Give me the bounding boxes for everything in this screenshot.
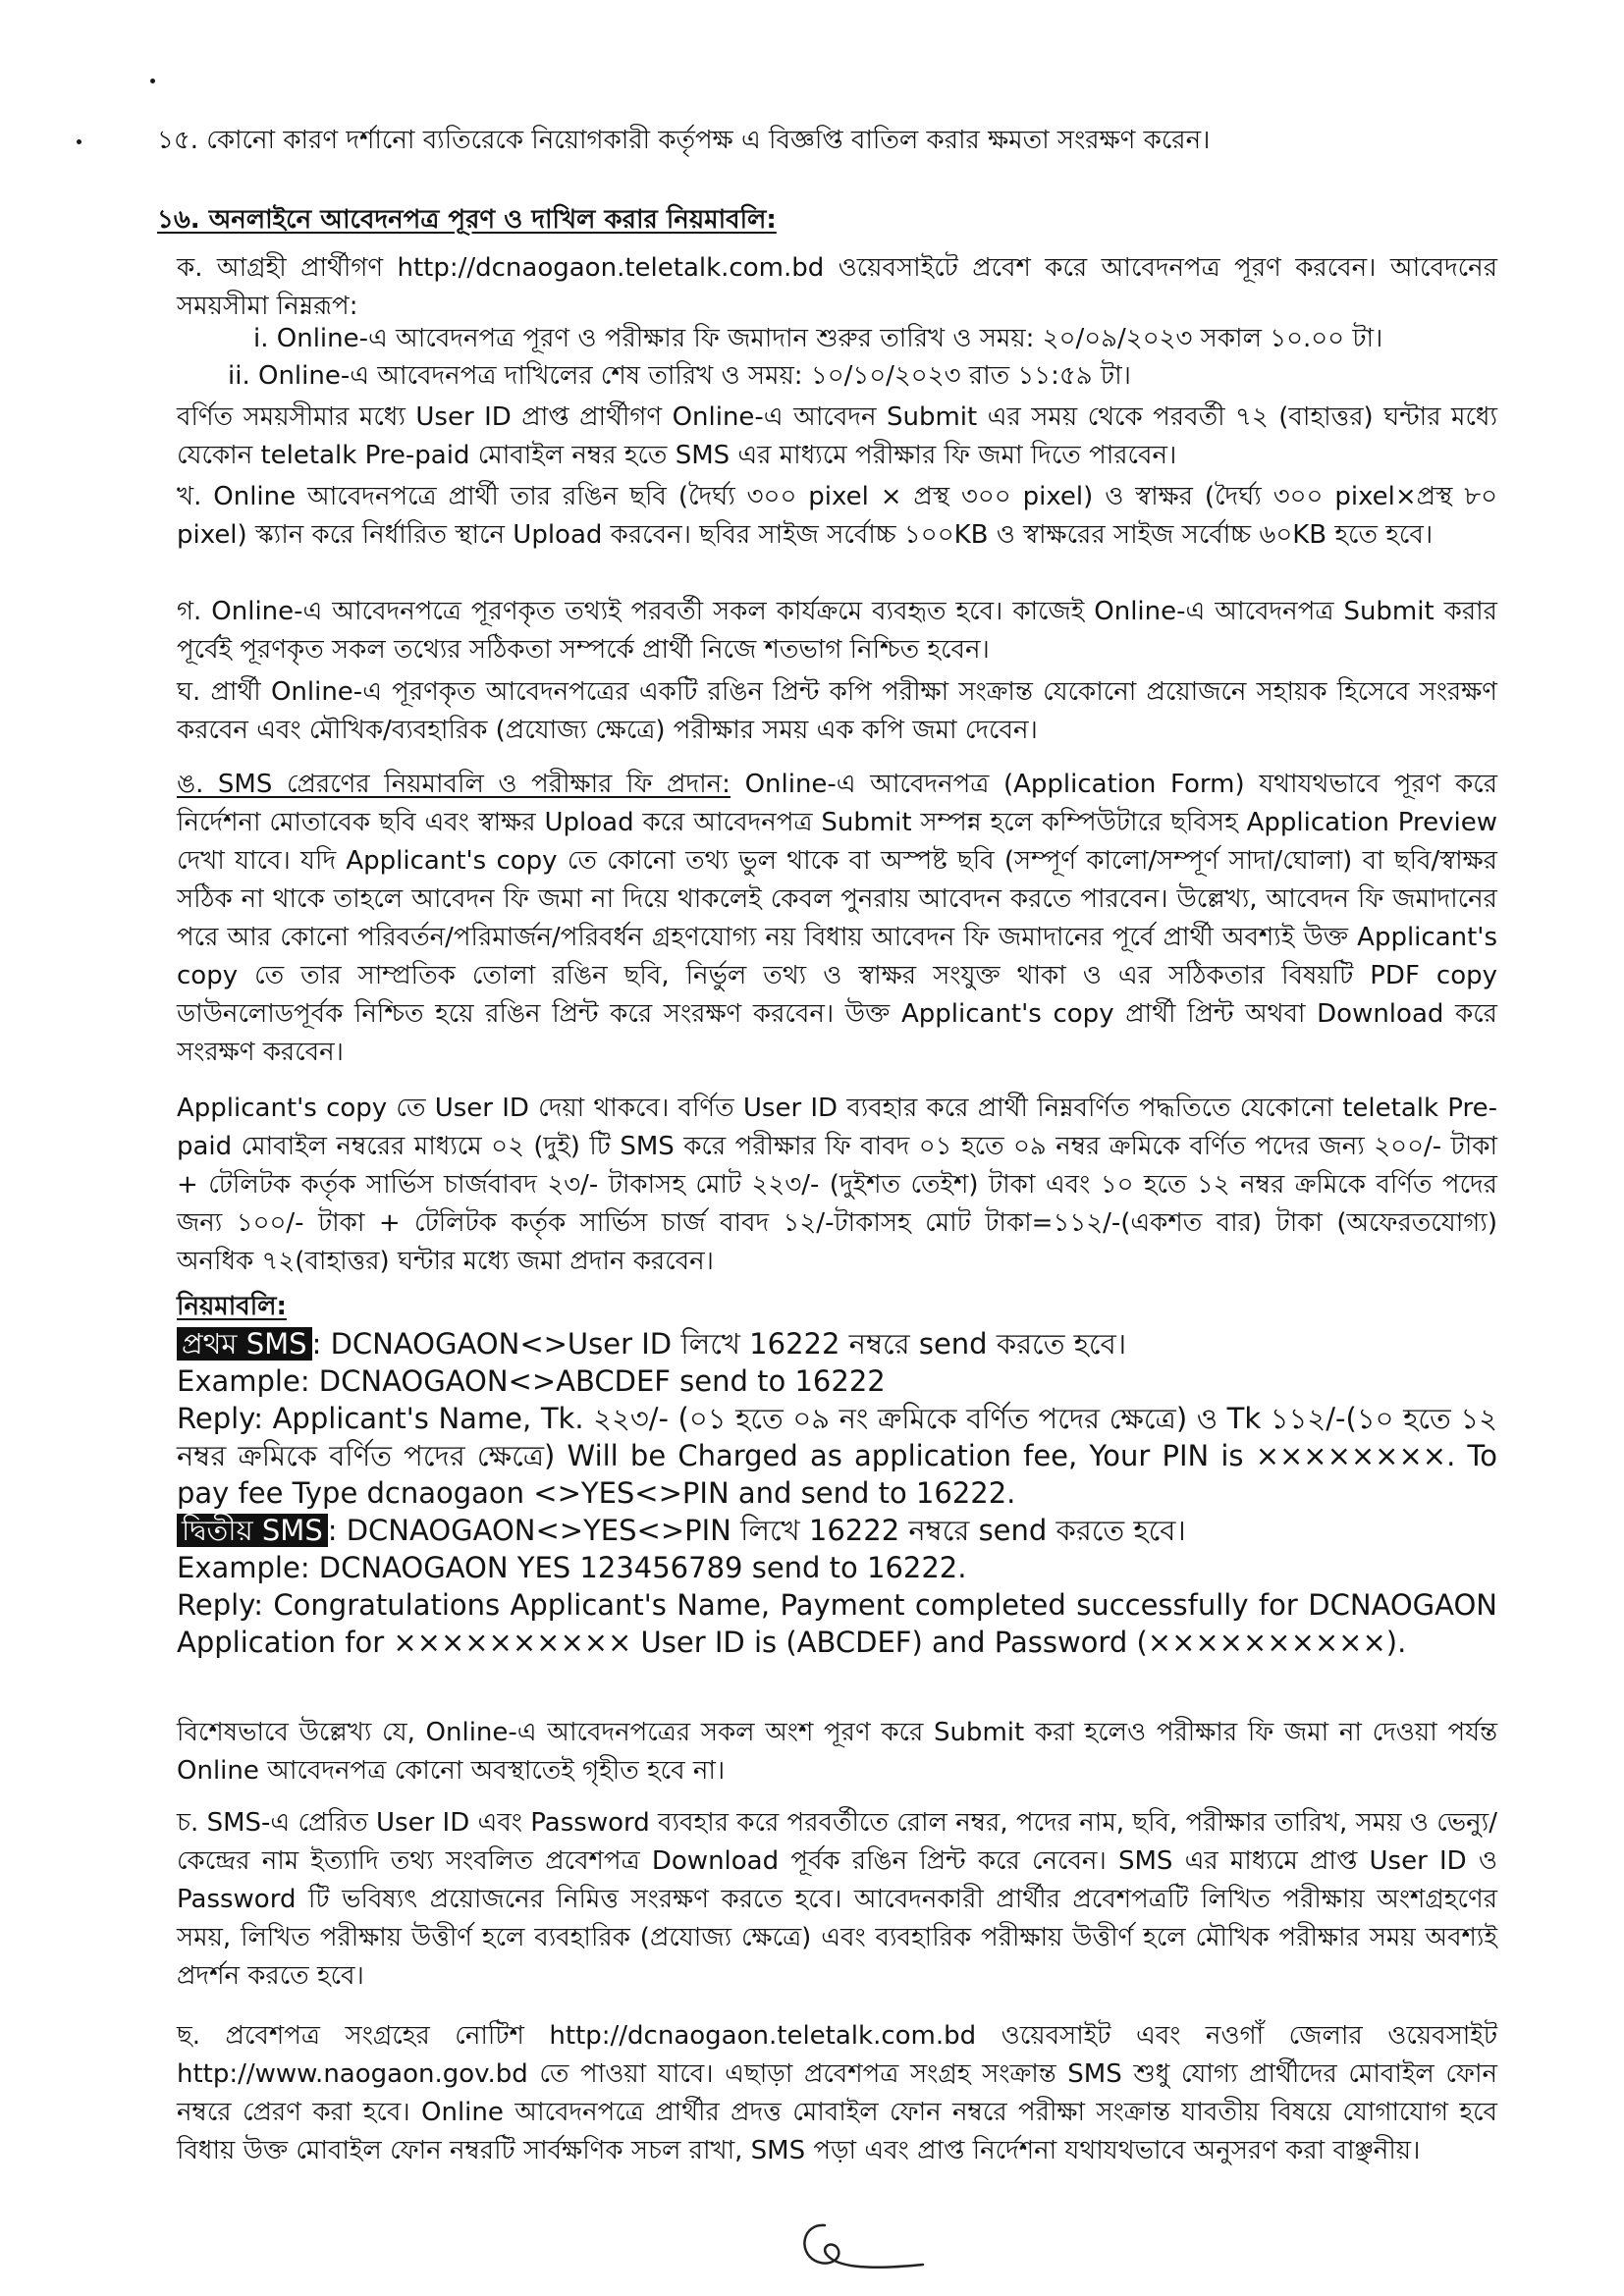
speck-mark: [77, 139, 81, 144]
clause-ka: ক. আগ্রহী প্রার্থীগণ http://dcnaogaon.teletalk.com.bd ওয়েবসাইটে প্রবেশ করে আবেদনপত্র পূরণ করবেন। আবেদনের সময়সীমা নিম্নরূপ:: [177, 253, 1497, 321]
second-sms-tag: দ্বিতীয় SMS: [177, 1514, 328, 1547]
clause-uma-title: ঙ. SMS প্রেরণের নিয়মাবলি ও পরীক্ষার ফি প্রদান:: [177, 770, 731, 799]
reply-2: Reply: Congratulations Applicant's Name, Payment completed successfully for DCNAOGAON Application for ×××××××××× User ID is (ABCDEF) and Password (××××××××××).: [177, 1588, 1497, 1659]
clause-chha: ছ. প্রবেশপত্র সংগ্রহের নোটিশ http://dcnaogaon.teletalk.com.bd ওয়েবসাইট এবং নওগাঁ জেলার ওয়েবসাইট http://www.naogaon.gov.bd তে পাওয়া যাবে। এছাড়া প্রবেশপত্র সংগ্রহ সংক্রান্ত SMS শুধু যোগ্য প্রার্থীদের মোবাইল ফোন নম্বরে প্রেরণ করা হবে। Online আবেদনপত্রে প্রার্থীর প্রদত্ত মোবাইল ফোন নম্বরে পরীক্ষা সংক্রান্ত যাবতীয় বিষয়ে যোগাযোগ হবে বিধায় উক্ত মোবাইল ফোন নম্বরটি সার্বক্ষণিক সচল রাখা, SMS পড়া এবং প্রাপ্ত নির্দেশনা যথাযথভাবে অনুসরণ করা বাঞ্ছনীয়।: [177, 2021, 1497, 2165]
clause-kha: খ. Online আবেদনপত্রে প্রার্থী তার রঙিন ছবি (দৈর্ঘ্য ৩০০ pixel × প্রস্থ ৩০০ pixel) ও স্বাক্ষর (দৈর্ঘ্য ৩০০ pixel×প্রস্থ ৮০ pixel) স্ক্যান করে নির্ধারিত স্থানে Upload করবেন। ছবির সাইজ সর্বোচ্চ ১০০KB ও স্বাক্ষরের সাইজ সর্বোচ্চ ৬০KB হতে হবে।: [177, 482, 1497, 550]
clause-uma: [177, 766, 1497, 1072]
section-16-title: ১৬. অনলাইনে আবেদনপত্র পূরণ ও দাখিল করার নিয়মাবলি:: [157, 205, 777, 235]
payment-window: বর্ণিত সময়সীমার মধ্যে User ID প্রাপ্ত প্রার্থীগণ Online-এ আবেদন Submit এর সময় থেকে পরবর্তী ৭২ (বাহাত্তর) ঘন্টার মধ্যে যেকোন teletalk Pre-paid মোবাইল নম্বর হতে SMS এর মাধ্যমে পরীক্ষার ফি জমা দিতে পারবেন।: [177, 402, 1497, 470]
clause-gha: ঘ. প্রার্থী Online-এ পূরণকৃত আবেদনপত্রের একটি রঙিন প্রিন্ট কপি পরীক্ষা সংক্রান্ত যেকোনো প্রয়োজনে সহায়ক হিসেবে সংরক্ষণ করবেন এবং মৌখিক/ব্যবহারিক (প্রযোজ্য ক্ষেত্রে) পরীক্ষার সময় এক কপি জমা দেবেন।: [177, 677, 1497, 745]
sms-rules: [177, 1288, 1497, 1661]
second-sms-text: : DCNAOGAON<>YES<>PIN লিখে 16222 নম্বরে send করতে হবে।: [327, 1514, 1186, 1547]
deadline-end: ii. Online-এ আবেদনপত্র দাখিলের শেষ তারিখ ও সময়: ১০/১০/২০২৩ রাত ১১:৫৯ টা।: [228, 361, 1131, 391]
fee-paragraph: Applicant's copy তে User ID দেয়া থাকবে। বর্ণিত User ID ব্যবহার করে প্রার্থী নিম্নবর্ণিত পদ্ধতিতে যেকোনো teletalk Pre-paid মোবাইল নম্বরের মাধ্যমে ০২ (দুই) টি SMS করে পরীক্ষার ফি বাবদ ০১ হতে ০৯ নম্বর ক্রমিকে বর্ণিত পদের জন্য ২০০/- টাকা + টেলিটক কর্তৃক সার্ভিস চার্জবাবদ ২৩/- টাকাসহ মোট ২২৩/- (দুইশত তেইশ) টাকা এবং ১০ হতে ১২ নম্বর ক্রমিকে বর্ণিত পদের জন্য ১০০/- টাকা + টেলিটক কর্তৃক সার্ভিস চার্জ বাবদ ১২/-টাকাসহ মোট টাকা=১১২/-(একশত বার) টাকা (অফেরতযোগ্য) অনধিক ৭২(বাহাত্তর) ঘন্টার মধ্যে জমা প্রদান করবেন।: [177, 1094, 1497, 1276]
signature-mark: [785, 2214, 933, 2282]
first-sms-text: : DCNAOGAON<>User ID লিখে 16222 নম্বরে send করতে হবে।: [311, 1327, 1127, 1361]
example-1: Example: DCNAOGAON<>ABCDEF send to 16222: [177, 1364, 886, 1398]
rules-title: নিয়মাবলি:: [177, 1292, 287, 1321]
clause-cha: চ. SMS-এ প্রেরিত User ID এবং Password ব্যবহার করে পরবর্তীতে রোল নম্বর, পদের নাম, ছবি, পরীক্ষার তারিখ, সময় ও ভেন্যু/কেন্দ্রের নাম ইত্যাদি তথ্য সংবলিত প্রবেশপত্র Download পূর্বক রঙিন প্রিন্ট করে নেবেন। SMS এর মাধ্যমে প্রাপ্ত User ID ও Password টি ভবিষ্যৎ প্রয়োজনের নিমিত্ত সংরক্ষণ করতে হবে। আবেদনকারী প্রার্থীর প্রবেশপত্রটি লিখিত পরীক্ষায় অংশগ্রহণের সময়, লিখিত পরীক্ষায় উত্তীর্ণ হলে ব্যবহারিক (প্রযোজ্য ক্ষেত্রে) এবং ব্যবহারিক পরীক্ষায় উত্তীর্ণ হলে মৌখিক পরীক্ষার সময় অবশ্যই প্রদর্শন করতে হবে।: [177, 1808, 1497, 1991]
special-note: বিশেষভাবে উল্লেখ্য যে, Online-এ আবেদনপত্রের সকল অংশ পূরণ করে Submit করা হলেও পরীক্ষার ফি জমা না দেওয়া পর্যন্ত Online আবেদনপত্র কোনো অবস্থাতেই গৃহীত হবে না।: [177, 1718, 1497, 1786]
clause-uma-body: Online-এ আবেদনপত্র (Application Form) যথাযথভাবে পূরণ করে নির্দেশনা মোতাবেক ছবি এবং স্বাক্ষর Upload করে আবেদনপত্র Submit সম্পন্ন হলে কম্পিউটারে ছবিসহ Application Preview দেখা যাবে। যদি Applicant's copy তে কোনো তথ্য ভুল থাকে বা অস্পষ্ট ছবি (সম্পূর্ণ কালো/সম্পূর্ণ সাদা/ঘোলা) বা ছবি/স্বাক্ষর সঠিক না থাকে তাহলে আবেদন ফি জমা না দিয়ে থাকলেই কেবল পুনরায় আবেদন করতে পারবেন। উল্লেখ্য, আবেদন ফি জমাদানের পরে আর কোনো পরিবর্তন/পরিমার্জন/পরিবর্ধন গ্রহণযোগ্য নয় বিধায় আবেদন ফি জমাদানের পূর্বে প্রার্থী অবশ্যই উক্ত Applicant's copy তে তার সাম্প্রতিক তোলা রঙিন ছবি, নির্ভুল তথ্য ও স্বাক্ষর সংযুক্ত থাকা ও এর সঠিকতার বিষয়টি PDF copy ডাউনলোডপূর্বক নিশ্চিত হয়ে রঙিন প্রিন্ট করে সংরক্ষণ করবেন। উক্ত Applicant's copy প্রার্থী প্রিন্ট অথবা Download করে সংরক্ষণ করবেন।: [177, 770, 1497, 1067]
deadline-start: i. Online-এ আবেদনপত্র পূরণ ও পরীক্ষার ফি জমাদান শুরুর তারিখ ও সময়: ২০/০৯/২০২৩ সকাল ১০.০০ টা।: [253, 324, 1383, 353]
clause-15: ১৫. কোনো কারণ দর্শানো ব্যতিরেকে নিয়োগকারী কর্তৃপক্ষ এ বিজ্ঞপ্তি বাতিল করার ক্ষমতা সংরক্ষণ করেন।: [157, 126, 1211, 155]
reply-1: Reply: Applicant's Name, Tk. ২২৩/- (০১ হতে ০৯ নং ক্রমিকে বর্ণিত পদের ক্ষেত্রে) ও Tk ১১২/-(১০ হতে ১২ নম্বর ক্রমিকে বর্ণিত পদের ক্ষেত্রে) Will be Charged as application fee, Your PIN is ××××××××. To pay fee Type dcnaogaon <>YES<>PIN and send to 16222.: [177, 1402, 1497, 1510]
second-sms-line: [177, 1512, 1497, 1549]
speck-mark: [150, 79, 155, 83]
first-sms-line: [177, 1325, 1497, 1362]
first-sms-tag: প্রথম SMS: [177, 1327, 312, 1361]
example-2: Example: DCNAOGAON YES 123456789 send to 16222.: [177, 1551, 967, 1584]
clause-ga: গ. Online-এ আবেদনপত্রে পূরণকৃত তথ্যই পরবর্তী সকল কার্যক্রমে ব্যবহৃত হবে। কাজেই Online-এ আবেদনপত্র Submit করার পূর্বেই পূরণকৃত সকল তথ্যের সঠিকতা সম্পর্কে প্রার্থী নিজে শতভাগ নিশ্চিত হবেন।: [177, 597, 1497, 665]
